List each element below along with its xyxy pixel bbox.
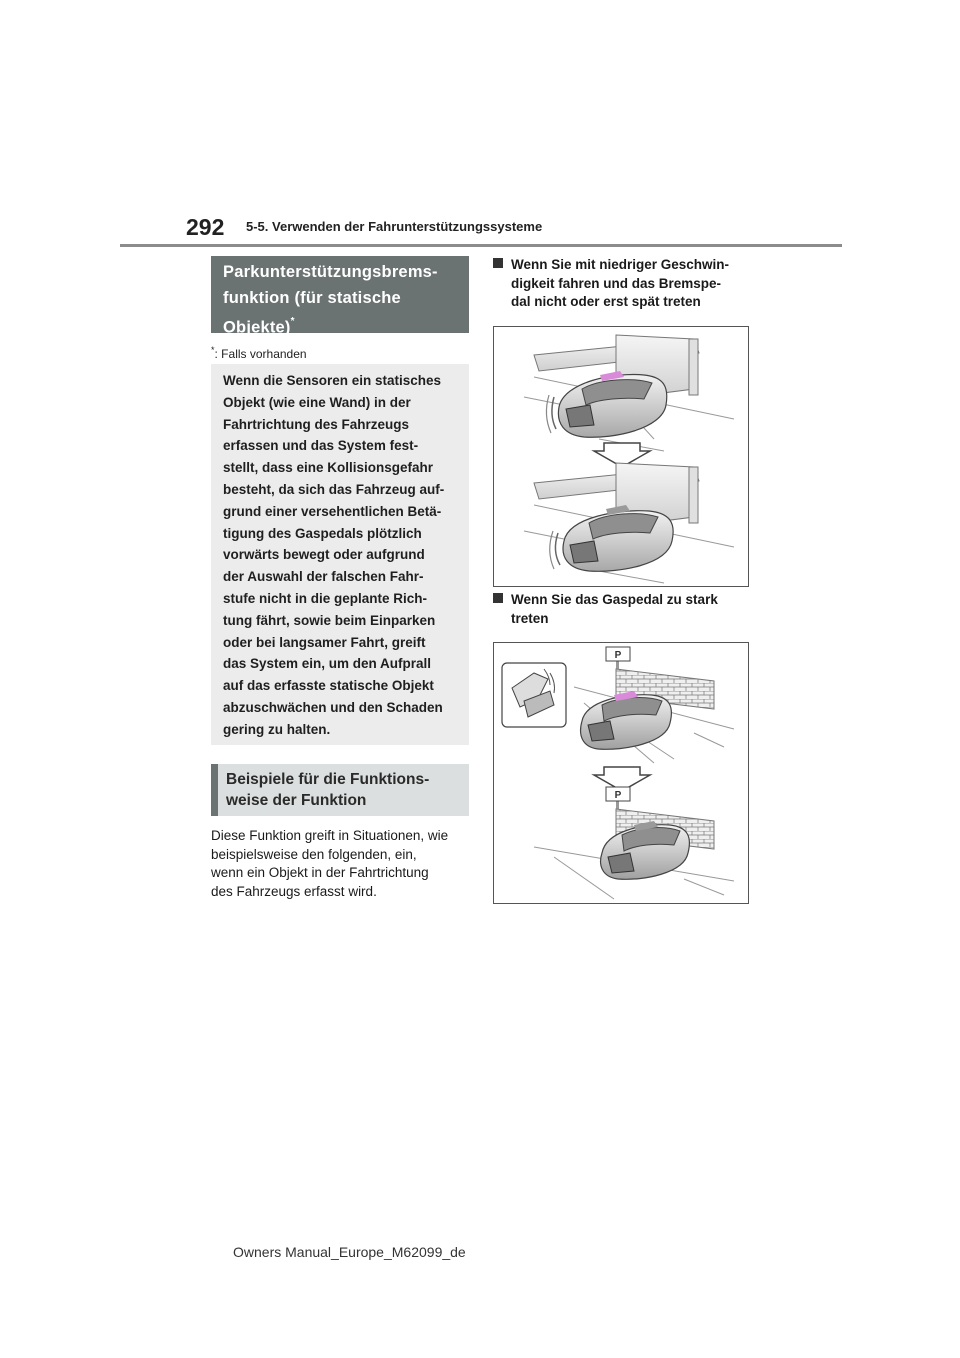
intro-line: vorwärts bewegt oder aufgrund xyxy=(223,547,425,563)
page-number: 292 xyxy=(186,214,225,240)
parking-sign-letter: P xyxy=(614,790,622,801)
example-1-line: Wenn Sie mit niedriger Geschwin- xyxy=(511,257,730,272)
footnote-text: : Falls vorhanden xyxy=(214,347,307,361)
pedal-inset xyxy=(502,663,566,727)
car-icon xyxy=(550,505,673,571)
square-bullet-icon xyxy=(493,258,503,268)
intro-line: Objekt (wie eine Wand) in der xyxy=(223,394,411,410)
intro-line: grund einer versehentlichen Betä- xyxy=(223,503,442,519)
header-divider xyxy=(120,244,842,247)
car-icon xyxy=(601,821,690,879)
intro-line: tigung des Gaspedals plötzlich xyxy=(223,525,422,541)
accelerator-illustration xyxy=(494,643,748,903)
main-heading xyxy=(211,256,469,337)
parking-sign-letter: P xyxy=(614,650,622,661)
intro-line: oder bei langsamer Fahrt, greift xyxy=(223,634,426,650)
scene-after xyxy=(524,463,734,583)
car-icon xyxy=(581,691,672,749)
intro-line: der Auswahl der falschen Fahr- xyxy=(223,569,424,585)
intro-line: tung fährt, sowie beim Einparken xyxy=(223,612,436,628)
scene-after xyxy=(534,787,734,899)
intro-line: Fahrtrichtung des Fahrzeugs xyxy=(223,416,410,432)
footer-text: Owners Manual_Europe_M62099_de xyxy=(233,1244,466,1260)
intro-box xyxy=(211,364,469,745)
example-2-line: Wenn Sie das Gaspedal zu stark xyxy=(511,592,718,607)
example-2-line: treten xyxy=(511,610,549,626)
body-line: wenn ein Objekt in der Fahrtrichtung xyxy=(211,865,429,880)
body-line: Diese Funktion greift in Situationen, wie xyxy=(211,828,449,843)
footnote xyxy=(211,345,307,361)
figure-accelerator xyxy=(493,642,749,904)
example-1-line: dal nicht oder erst spät treten xyxy=(511,294,701,309)
intro-line: Wenn die Sensoren ein statisches xyxy=(223,373,442,388)
scene-before xyxy=(574,647,734,763)
examples-heading-line: weise der Funktion xyxy=(226,792,367,809)
footnote-marker: * xyxy=(290,316,295,327)
intro-line: stufe nicht in die geplante Rich- xyxy=(223,590,428,606)
example-1-line: digkeit fahren und das Bremspe- xyxy=(511,275,722,291)
example-2-heading xyxy=(493,591,753,631)
body-paragraph xyxy=(211,827,473,901)
examples-heading xyxy=(211,764,469,816)
intro-line: abzuschwächen und den Schaden xyxy=(223,699,443,715)
example-1-heading xyxy=(493,256,753,316)
car-icon xyxy=(546,371,666,437)
main-heading-line: Objekte) xyxy=(223,318,291,337)
main-heading-line: Parkunterstützungsbrems- xyxy=(223,263,438,281)
square-bullet-icon xyxy=(493,593,503,603)
body-line: beispielsweise den folgenden, ein, xyxy=(211,846,417,862)
intro-line: besteht, da sich das Fahrzeug auf- xyxy=(223,481,445,497)
intro-line: stellt, dass eine Kollisionsgefahr xyxy=(223,460,434,476)
main-heading-line: funktion (für statische xyxy=(223,289,401,307)
body-line: des Fahrzeugs erfasst wird. xyxy=(211,883,377,899)
intro-line: das System ein, um den Aufprall xyxy=(223,656,432,672)
intro-line: erfassen und das System fest- xyxy=(223,438,419,454)
footnote-marker: * xyxy=(211,345,215,355)
intro-line: auf das erfasste statische Objekt xyxy=(223,678,434,694)
intro-line: gering zu halten. xyxy=(223,721,331,737)
section-title: 5-5. Verwenden der Fahrunterstützungssysteme xyxy=(246,219,543,234)
examples-heading-line: Beispiele für die Funktions- xyxy=(226,771,430,788)
scene-before xyxy=(524,335,734,451)
figure-low-speed xyxy=(493,326,749,587)
low-speed-illustration xyxy=(494,327,748,586)
